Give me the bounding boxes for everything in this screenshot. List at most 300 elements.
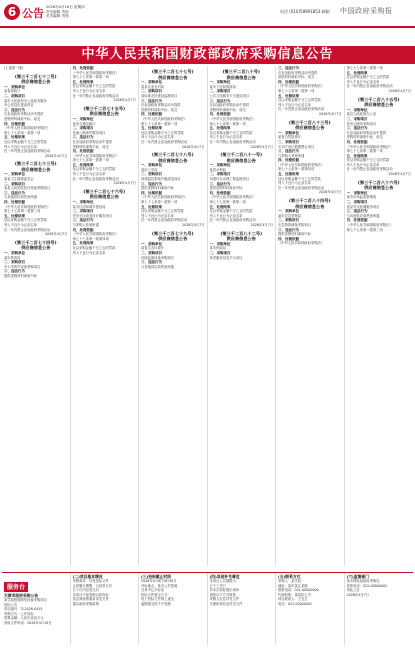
text-line: 某县水利局 xyxy=(209,167,226,172)
text-line: 《中华人民共和国政府采购法》 xyxy=(346,223,393,227)
text-line: 二、采购项目 xyxy=(4,93,25,98)
announcement-title xyxy=(347,180,412,191)
text-line: 虚假材料谋取中标、成交 xyxy=(278,75,315,80)
text-line: 四、处理依据 xyxy=(72,66,94,70)
text-line: 第七十七条第一款第一项 xyxy=(141,200,178,205)
announcement-title-line: (第三千二百七十七号) xyxy=(151,69,194,74)
text-line: 一、采购单位 xyxy=(72,200,94,205)
announcement-title-line: 供应商信息公告 xyxy=(226,157,256,163)
text-line: 第七十七条第一款第四项 xyxy=(278,167,315,172)
service-text-line: 某学院校园网络设备采购项目 xyxy=(4,598,47,602)
text-line: 某市市场监督管理局 xyxy=(346,195,377,200)
announcement-title xyxy=(210,69,274,80)
text-line: 列入不良行为记录名单 xyxy=(209,135,243,140)
text-line: 第七十七条第一款第一项 xyxy=(209,121,246,126)
text-line: 列入不良行为记录名单 xyxy=(72,88,106,93)
text-line: 三、违法行为 xyxy=(278,227,299,232)
service-text-line: 九十日内完成交付 xyxy=(72,588,99,593)
text-line: 三、违法行为 xyxy=(4,107,25,112)
text-line: 与采购人恶意串通 xyxy=(278,153,305,158)
text-line: 中心信息化建设项目 xyxy=(4,103,34,108)
text-line: 第七十七条第一款第一项 xyxy=(346,66,383,70)
announcement-title-line: (第三千二百七十六号) xyxy=(83,188,126,194)
announcement-title xyxy=(210,152,274,163)
text-line: 在参加政府采购活动中提供 xyxy=(72,139,113,144)
text-line: 二、采购项目 xyxy=(209,89,231,94)
announcement-title-line: (第三千二百八十四号) xyxy=(288,198,331,204)
text-line: 处以采购金额千分之五的罚款 xyxy=(278,176,321,181)
announcement-date: 2026年4月7日 xyxy=(45,153,68,158)
text-line: 四、处理依据 xyxy=(141,112,162,117)
text-line: 三、违法行为 xyxy=(209,181,231,186)
service-text-line: 联系电话：022-00000000 xyxy=(278,588,319,593)
text-line: 五、处理结果 xyxy=(141,126,162,131)
service-column xyxy=(2,573,71,645)
service-label: 服务台 xyxy=(4,582,28,592)
meta-line: 美术编辑 责校 xyxy=(46,14,69,19)
text-line: 某县人民政府办公室 xyxy=(346,112,377,117)
text-line: 在一年内禁止参加政府采购活动 xyxy=(4,227,51,232)
text-line: 五、处理结果 xyxy=(72,241,94,246)
announcement-title-line: 供应商信息公告 xyxy=(21,245,51,251)
text-line: 五、处理结果 xyxy=(4,213,25,218)
service-text-line: 对本次招标提出询问 xyxy=(209,588,240,593)
service-text-line: 逾期递交的不予受理 xyxy=(141,601,171,606)
announcement-date: 2026年4月7日 xyxy=(319,111,342,116)
announcement-date: 2026年4月7日 xyxy=(113,181,136,186)
text-line: 二、采购项目 xyxy=(72,209,94,214)
text-line: 不动产登记数据整合项目 xyxy=(278,144,315,149)
text-line: 某市文化和旅游局 xyxy=(209,84,236,89)
announcement-title-line: 供应商信息公告 xyxy=(364,102,394,108)
text-line: 与采购人恶意串通 xyxy=(72,223,99,227)
text-line: 《中华人民共和国政府采购法》 xyxy=(4,126,51,131)
text-line: 处以采购金额千分之五的罚款 xyxy=(72,245,116,250)
text-line: 处以采购金额千分之五的罚款 xyxy=(4,139,47,144)
text-line: 处以采购金额千分之五的罚款 xyxy=(209,209,253,214)
text-line: 列入不良行为记录名单 xyxy=(72,172,106,177)
announcement-title xyxy=(4,161,68,172)
text-line: 列入不良行为记录名单 xyxy=(209,213,243,218)
announcement-title xyxy=(210,231,274,242)
announcement-title-line: (第三千二百八十六号) xyxy=(357,179,400,185)
service-strip xyxy=(2,572,413,646)
announcement-title-line: 供应商信息公告 xyxy=(226,74,256,80)
announcement-title-line: (第三千二百八十五号) xyxy=(357,96,400,102)
text-line: 四、处理依据 xyxy=(209,190,231,195)
service-text-line: 电话：022-00000001 xyxy=(278,601,313,606)
announcement-title-line: 供应商信息公告 xyxy=(158,157,188,163)
service-heading: (二)项目基本情况 xyxy=(72,574,103,579)
service-text-line: 招标公告 xyxy=(4,602,18,607)
text-line: 处以采购金额千分之五的罚款 xyxy=(72,167,116,172)
announcement-date: 2026年4月7日 xyxy=(182,223,205,227)
text-line: 一、采购单位 xyxy=(72,116,94,121)
section-title: 公告 xyxy=(22,7,44,20)
text-line: 虚假材料谋取中标、成交 xyxy=(346,135,383,140)
text-line: 某市住房和城乡建设局 xyxy=(72,204,106,209)
announcement-title-line: (第三千二百七十二号) xyxy=(14,73,57,79)
news-column xyxy=(2,66,71,566)
text-line: 三、违法行为 xyxy=(278,149,299,154)
text-line: 三、违法行为 xyxy=(141,98,162,103)
text-line: 三、违法行为 xyxy=(278,66,299,70)
service-text-line: 2026年5月8日9时30分 xyxy=(141,579,177,583)
service-text-line: 交易中心开标室 xyxy=(141,588,165,593)
text-line: 三、违法行为 xyxy=(4,269,25,274)
meta-line: 2026年4月16日 星期四 xyxy=(46,5,85,9)
text-line: 一、采购单位 xyxy=(4,250,25,255)
news-column xyxy=(276,66,345,566)
text-line: 五、处理结果 xyxy=(346,153,368,158)
text-line: 在一年内禁止参加政府采购活动 xyxy=(72,176,119,181)
service-text-line: 请按以下方式联系 xyxy=(209,592,236,597)
announcement-date: 2026年4月7日 xyxy=(250,144,273,149)
text-line: 某省交通运输厅 xyxy=(72,121,96,126)
service-column xyxy=(208,573,277,645)
text-line: 列入不良行为记录名单 xyxy=(141,135,174,140)
announcement-title xyxy=(141,69,205,80)
text-line: 提供虚假材料谋取中标 xyxy=(278,232,311,237)
text-line: 养老服务信息平台项目 xyxy=(209,255,243,260)
text-line: 列入不良行为记录名单 xyxy=(72,250,106,255)
service-text-line: 本项目不接受联合体投标 xyxy=(72,592,109,597)
text-line: 与其他供应商恶意串通 xyxy=(141,264,174,269)
text-line: 二、采购项目 xyxy=(278,218,299,223)
service-text-line: 某市财政局政府采购处 xyxy=(346,579,380,583)
announcement-title-line: 供应商信息公告 xyxy=(295,203,325,209)
text-line: 四、处理依据 xyxy=(346,218,368,223)
text-line: 某省自然资源厅 xyxy=(278,135,302,140)
text-line: 《中华人民共和国政府采购法》 xyxy=(141,116,188,121)
service-heading: (六)监督部门 xyxy=(346,574,369,579)
text-line: 三、违法行为 xyxy=(141,260,162,265)
service-text-line: 代理机构信息详见文件 xyxy=(209,601,243,606)
text-line: 在一年内禁止参加政府采购活动 xyxy=(72,93,119,98)
service-text-line: 采购方式：公开招标 xyxy=(4,611,34,616)
text-line: 一、采购单位 xyxy=(209,163,231,168)
announcement-title xyxy=(278,198,342,209)
announcement-title-line: (第三千二百八十号) xyxy=(222,69,260,74)
text-line: 《中华人民共和国政府采购法》 xyxy=(278,241,325,246)
text-line: 二、采购项目 xyxy=(346,200,368,205)
service-text-line: 本项目公告期限为 xyxy=(209,579,236,583)
text-line: 第七十七条第一款第一项 xyxy=(141,121,178,126)
service-text-line: 五个工作日 xyxy=(209,583,226,588)
text-line: 在参加政府采购活动中提供 xyxy=(278,70,318,75)
text-line: 处以采购金额千分之五的罚款 xyxy=(346,75,390,80)
text-line: 《中华人民共和国政府采购法》 xyxy=(141,195,188,200)
text-line: 处以采购金额千分之五的罚款 xyxy=(4,218,47,223)
text-line: 在一年内禁止参加政府采购活动 xyxy=(141,218,188,223)
text-line: 某市应急管理局 xyxy=(278,213,302,218)
text-line: 二、采购项目 xyxy=(278,139,299,144)
text-line: 虚假材料谋取中标、成交 xyxy=(4,116,41,121)
text-line: 五、处理结果 xyxy=(4,135,25,140)
text-line: 在一年内禁止参加政府采购活动 xyxy=(278,107,325,112)
text-line: 列入不良行为记录名单 xyxy=(4,223,37,227)
text-line: 一、采购单位 xyxy=(209,241,231,246)
text-line: 某省财政厅 xyxy=(4,89,21,94)
text-line: 与其他供应商恶意串通 xyxy=(346,213,380,218)
text-line: 与其他供应商恶意串通 xyxy=(4,195,37,200)
news-column xyxy=(345,66,414,566)
text-line: 二、采购项目 xyxy=(4,181,25,186)
announcement-title xyxy=(4,74,68,85)
service-column xyxy=(345,573,414,645)
text-line: 《中华人民共和国政府采购法》 xyxy=(209,195,256,200)
text-line: 老旧小区改造设计服务项目 xyxy=(72,213,113,218)
text-line: 五、处理结果 xyxy=(209,204,231,209)
service-text-line: 代理机构：某招标公司 xyxy=(278,592,311,597)
announcement-title-line: (第三千二百七十九号) xyxy=(151,230,194,236)
service-text-line: 地址：某市某区某路 xyxy=(278,583,308,588)
text-line: 三、违法行为 xyxy=(72,218,94,223)
text-line: 五、处理结果 xyxy=(72,79,94,84)
meta-line: 责任编辑 责校 xyxy=(46,9,69,14)
text-line: 中小学教学设备采购项目 xyxy=(4,264,41,269)
text-line: 四、处理依据 xyxy=(278,236,299,241)
text-line: 某市教育局 xyxy=(4,255,21,260)
banner-title: 中华人民共和国财政部政府采购信息公告 xyxy=(0,46,415,64)
text-line: 《中华人民共和国政府采购法》 xyxy=(72,70,119,75)
text-line: 处以采购金额千分之五的罚款 xyxy=(72,84,116,89)
text-line: 某市民政局 xyxy=(209,246,226,251)
text-line: 二、采购项目 xyxy=(72,126,94,131)
text-line: 第七十七条第一款第一项 xyxy=(209,200,246,205)
text-line: 五、处理结果 xyxy=(72,162,94,167)
text-line: 某省卫生健康委员会 xyxy=(4,177,34,182)
text-line: 一、采购单位 xyxy=(209,80,231,85)
announcement-date: 2026年4月7日 xyxy=(182,144,205,149)
announcement-title xyxy=(278,120,342,131)
service-text-line: 投标文件递交方式： xyxy=(141,592,171,597)
text-line: 二、采购项目 xyxy=(141,172,162,177)
text-line: 三、违法行为 xyxy=(209,98,231,103)
text-line: 在参加政府采购活动中提供 xyxy=(141,103,181,108)
page-number-badge: 6 xyxy=(4,4,20,20)
text-line: 处以采购金额千分之五的罚款 xyxy=(141,209,184,214)
newspaper-name: 中国政府采购报 xyxy=(340,7,393,15)
text-line: 一、采购单位 xyxy=(278,130,299,135)
announcement-title-line: 供应商信息公告 xyxy=(21,166,51,172)
text-line: 《中华人民共和国政府采购法》 xyxy=(209,116,256,121)
text-line: 四、处理依据 xyxy=(72,227,94,232)
announcement-title-line: 供应商信息公告 xyxy=(295,125,325,131)
text-line: 三、违法行为 xyxy=(346,126,368,131)
text-line: 一、采购单位 xyxy=(141,80,162,85)
text-line: 四、处理依据 xyxy=(278,79,299,84)
text-line: 提供虚假材料谋取中标 xyxy=(4,273,37,278)
text-line: 处以采购金额千分之五的罚款 xyxy=(278,98,321,103)
announcement-title-line: (第三千二百八十二号) xyxy=(220,230,263,236)
service-text-line: 获取文件时间：2026年4月16日 xyxy=(4,620,52,625)
text-line: 视频监控系统升级改造项目 xyxy=(141,177,181,182)
text-line: 某省生态环境厅 xyxy=(141,246,165,251)
text-line: 河道综合治理工程监理项目 xyxy=(209,177,250,182)
text-line: 列入不良行为记录名单 xyxy=(278,181,311,186)
service-heading: (三)投标截止时间 xyxy=(141,574,172,579)
text-line: 二、采购项目 xyxy=(141,89,162,94)
text-line: 食品安全检测服务项目 xyxy=(346,204,380,209)
text-line: 列入不良行为记录名单 xyxy=(141,213,174,218)
text-line: 虚假材料谋取中标、成交 xyxy=(72,144,109,149)
text-line: 在参加政府采购活动中提供 xyxy=(209,103,250,108)
text-line: 处以采购金额千分之五的罚款 xyxy=(209,130,253,135)
service-text-line: 开标地点：某市公共资源 xyxy=(141,583,178,588)
text-line: 在一年内禁止参加政府采购活动 xyxy=(346,167,393,172)
text-line: (上接第一版) xyxy=(4,66,24,70)
text-line: 提供虚假材料谋取中标 xyxy=(209,186,243,191)
text-line: 一、采购单位 xyxy=(278,209,299,214)
announcement-title-line: 供应商信息公告 xyxy=(89,194,119,200)
text-line: 一、采购单位 xyxy=(346,107,368,112)
service-text-line: 项目联系人：王先生 xyxy=(278,597,308,602)
text-line: 列入不良行为记录名单 xyxy=(346,162,380,167)
text-line: 《中华人民共和国政府采购法》 xyxy=(72,153,119,158)
text-line: 一、采购单位 xyxy=(4,172,25,177)
issue-meta xyxy=(46,5,85,19)
text-line: 二、采购项目 xyxy=(141,250,162,255)
announcement-title xyxy=(141,152,205,163)
text-line: 应急物资储备采购项目 xyxy=(278,223,311,227)
text-line: 第七十七条第一款第一项 xyxy=(278,88,315,93)
announcement-title-line: (第三千二百八十一号) xyxy=(220,152,263,158)
text-line: 环境监测设备采购项目 xyxy=(141,255,174,260)
announcement-title xyxy=(73,189,137,200)
text-line: 提供虚假材料谋取中标 xyxy=(141,186,174,191)
service-text-line: 特此公告 xyxy=(346,588,360,593)
text-line: 公共文化服务平台建设项目 xyxy=(209,93,250,98)
text-line: 一、采购单位 xyxy=(4,84,25,89)
text-line: 三、违法行为 xyxy=(141,181,162,186)
announcement-title xyxy=(347,97,412,108)
announcement-title-line: (第三千二百八十三号) xyxy=(288,119,331,125)
text-line: 第七十七条第一款第三项 xyxy=(346,227,383,232)
news-column xyxy=(71,66,140,566)
announcement-title xyxy=(4,240,68,251)
text-line: 四、处理依据 xyxy=(346,139,368,144)
text-line: 一、采购单位 xyxy=(346,190,368,195)
announcement-title-line: (第三千二百七十四号) xyxy=(14,239,57,245)
announcement-title-line: (第三千二百七十八号) xyxy=(151,152,194,158)
service-text-line: 采购人信息详见文件 xyxy=(209,597,240,602)
service-text-line: 采购需求：详见招标文件 xyxy=(72,579,109,583)
service-text-line: 联系电话：022-00000002 xyxy=(346,583,388,588)
service-heading: 天津市政府采购公告 xyxy=(4,593,39,598)
text-line: 四、处理依据 xyxy=(4,121,25,126)
service-text-line: 落实政府采购政策 xyxy=(72,601,99,606)
text-line: 虚假材料谋取中标、成交 xyxy=(209,107,246,112)
text-line: 五、处理结果 xyxy=(346,70,368,75)
service-heading: (五)联系方式 xyxy=(278,574,301,579)
text-line: 第七十七条第一款第三项 xyxy=(4,209,41,214)
text-line: 在一年内禁止参加政府采购活动 xyxy=(4,149,51,154)
text-line: 处以采购金额千分之五的罚款 xyxy=(141,130,184,135)
announcement-date: 2026年4月7日 xyxy=(45,232,68,237)
service-column xyxy=(139,573,208,645)
text-line: 第七十七条第一款第一项 xyxy=(72,158,109,163)
service-text-line: 合同履行期限：合同签订后 xyxy=(72,583,113,588)
text-line: 五、处理结果 xyxy=(278,93,299,98)
text-line: 一、采购单位 xyxy=(141,241,162,246)
text-line: 四、处理依据 xyxy=(4,200,25,205)
text-line: 高标准农田建设监理项目 xyxy=(141,93,178,98)
service-text-line: 电子投标文件网上递交 xyxy=(141,597,174,602)
text-line: 一、采购单位 xyxy=(141,163,162,168)
text-line: 在参加政府采购活动中提供 xyxy=(346,130,387,135)
announcement-title-line: 供应商信息公告 xyxy=(226,236,256,242)
text-line: 《中华人民共和国政府采购法》 xyxy=(278,162,325,167)
text-line: 二、采购项目 xyxy=(209,250,231,255)
text-line: 在一年内禁止参加政府采购活动 xyxy=(209,218,256,223)
text-line: 某县农业农村局 xyxy=(141,84,165,89)
text-line: 某市公安局 xyxy=(141,167,158,172)
contact-line: 电话 (010)58991853 邮箱 xyxy=(280,9,330,14)
text-line: 列入不良行为记录名单 xyxy=(278,102,311,107)
text-line: 四、处理依据 xyxy=(72,149,94,154)
text-line: 某市人民政府办公室政务服务 xyxy=(4,98,47,103)
text-line: 在参加政府采购活动中提供 xyxy=(4,112,44,117)
announcement-date: 2026年4月7日 xyxy=(250,223,273,227)
announcement-title-line: 供应商信息公告 xyxy=(158,74,188,80)
announcement-title xyxy=(141,231,205,242)
text-line: 五、处理结果 xyxy=(141,204,162,209)
news-column xyxy=(139,66,208,566)
service-column xyxy=(71,573,140,645)
service-heading: (四)其他补充事宜 xyxy=(209,574,240,579)
announcement-title-line: 供应商信息公告 xyxy=(158,236,188,242)
text-line: 第七十七条第一款第一项 xyxy=(72,75,109,80)
text-line: 《中华人民共和国政府采购法》 xyxy=(4,204,51,209)
announcement-title-line: 供应商信息公告 xyxy=(364,185,394,191)
text-line: 列入不良行为记录名单 xyxy=(4,144,37,149)
text-line: 第七十七条第一款第四项 xyxy=(72,236,109,241)
text-line: 二、采购项目 xyxy=(346,116,368,121)
text-line: 三、违法行为 xyxy=(72,135,94,140)
text-line: 在一年内禁止参加政府采购活动 xyxy=(278,185,325,190)
text-line: 五、处理结果 xyxy=(278,172,299,177)
announcement-columns xyxy=(2,66,413,566)
announcement-date: 2026年4月7日 xyxy=(388,88,411,93)
text-line: 《中华人民共和国政府采购法》 xyxy=(346,144,393,149)
service-text-line: 采购人：某学院 xyxy=(278,579,302,583)
service-column xyxy=(276,573,345,645)
text-line: 在一年内禁止参加政府采购活动 xyxy=(141,139,188,144)
announcement-date: 2026年4月7日 xyxy=(388,172,411,177)
announcement-date: 2026年4月7日 xyxy=(113,98,136,103)
announcement-title-line: 供应商信息公告 xyxy=(21,79,51,85)
text-line: 四、处理依据 xyxy=(278,158,299,163)
text-line: 三、违法行为 xyxy=(346,209,368,214)
text-line: 四、处理依据 xyxy=(141,190,162,195)
text-line: 在一年内禁止参加政府采购活动 xyxy=(346,84,393,89)
text-line: 四、处理依据 xyxy=(209,112,231,117)
text-line: 五、处理结果 xyxy=(209,126,231,131)
text-line: 在一年内禁止参加政府采购活动 xyxy=(209,139,256,144)
service-text-line: 供应商资格要求详见文件 xyxy=(72,597,109,602)
announcement-title xyxy=(73,106,137,117)
text-line: 高速公路养护服务项目 xyxy=(72,130,106,135)
text-line: 《中华人民共和国政府采购法》 xyxy=(278,84,325,89)
header-rule xyxy=(0,26,415,28)
text-line: 政务云服务采购项目 xyxy=(346,121,377,126)
announcement-title-line: (第三千二百七十五号) xyxy=(83,105,126,111)
text-line: 《中华人民共和国政府采购法》 xyxy=(72,232,119,237)
news-column xyxy=(208,66,277,566)
announcement-title-line: (第三千二百七十三号) xyxy=(14,161,57,167)
text-line: 第七十七条第一款第一项 xyxy=(4,130,41,135)
